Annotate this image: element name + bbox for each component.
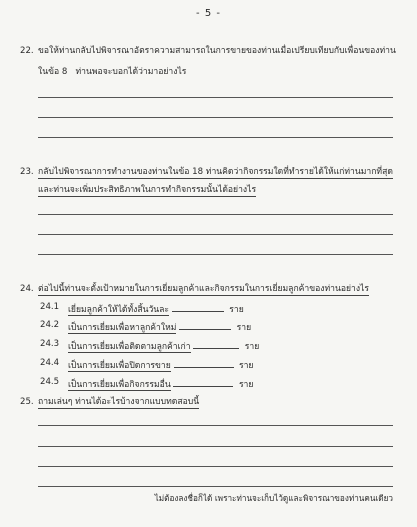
q24-item-2-blank[interactable] [179,320,231,330]
q24-item-2-label: เป็นการเยี่ยมเพื่อหาลูกค้าใหม่ [68,323,177,333]
q25-text-line1: ถามเล่นๆ ท่านได้อะไรบ้างจากแบบทดสอบนี้ [38,397,200,407]
q24-item-2-number: 24.2 [40,320,60,330]
q22-ref: ในข้อ 8 [38,67,68,77]
q24-item-5 [68,377,253,391]
q24-item-1-label: เยี่ยมลูกค้าให้ได้ทั้งสิ้นวันละ [68,305,170,315]
q24-item-3-blank[interactable] [193,339,239,349]
q22-answer-line[interactable] [38,137,393,138]
q25-answer-line[interactable] [38,466,393,467]
q25-answer-line[interactable] [38,486,393,487]
q22-text-line1: ขอให้ท่านกลับไปพิจารณาอัตราความสามารถในการขายของท่านเมื่อเปรียบเทียบกับเพื่อนของท่าน [38,46,396,56]
q24-item-1-number: 24.1 [40,302,60,312]
q24-item-3-number: 24.3 [40,339,60,349]
q24-item-3 [68,339,259,353]
q24-item-4 [68,358,253,372]
q24-item-5-unit: ราย [238,380,254,390]
q22-text-line2 [38,67,186,78]
q25-number: 25. [20,397,34,407]
q24-item-5-blank[interactable] [173,377,233,387]
q24-item-5-label: เป็นการเยี่ยมเพื่อกิจกรรมอื่น [68,380,171,390]
q25-answer-line[interactable] [38,425,393,426]
q24-item-4-label: เป็นการเยี่ยมเพื่อปิดการขาย [68,361,171,371]
q24-item-3-label: เป็นการเยี่ยมเพื่อติดตามลูกค้าเก่า [68,342,191,352]
q24-item-5-number: 24.5 [40,377,60,387]
q22-answer-line[interactable] [38,97,393,98]
q23-number: 23. [20,167,34,177]
q23-answer-line[interactable] [38,214,393,215]
q24-item-2-unit: ราย [236,323,252,333]
q22-number: 22. [20,46,34,56]
q24-item-1-blank[interactable] [172,302,224,312]
q24-item-2 [68,320,251,334]
q22-answer-line[interactable] [38,117,393,118]
q23-text-line1: กลับไปพิจารณาการทำงานของท่านในข้อ 18 ท่านคิดว่ากิจกรรมใดที่ทำรายได้ให้แก่ท่านมากที่สุด [38,167,393,177]
q24-number: 24. [20,284,34,294]
q22-ask: ท่านพอจะบอกได้ว่ามาอย่างไร [75,67,187,77]
footer-note: ไม่ต้องลงชื่อก็ได้ เพราะท่านจะเก็บไว้ดูและพิจารณาของท่านคนเดียว [154,493,393,503]
page-number: - 5 - [196,8,221,19]
q24-item-4-blank[interactable] [174,358,234,368]
q23-answer-line[interactable] [38,254,393,255]
q24-item-3-unit: ราย [244,342,260,352]
q24-item-4-unit: ราย [238,361,254,371]
q23-answer-line[interactable] [38,234,393,235]
q24-item-1 [68,302,244,316]
q24-item-4-number: 24.4 [40,358,60,368]
q23-text-line2: และท่านจะเพิ่มประสิทธิภาพในการทำกิจกรรมนั้นได้อย่างไร [38,185,257,195]
q24-text-line1: ต่อไปนี้ท่านจะตั้งเป้าหมายในการเยี่ยมลูกค้าและกิจกรรมในการเยี่ยมลูกค้าของท่านอย่างไร [38,284,369,294]
q24-item-1-unit: ราย [229,305,244,315]
q25-answer-line[interactable] [38,446,393,447]
